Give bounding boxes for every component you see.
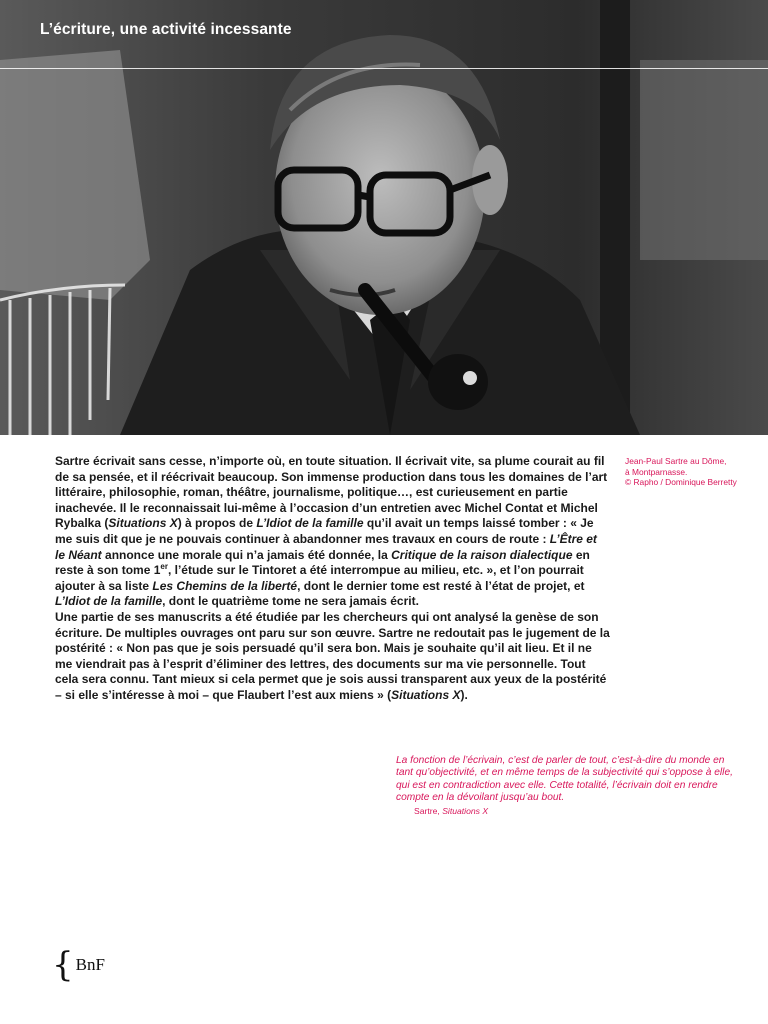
bnf-logo [52,946,105,984]
paragraph-2: Une partie de ses manuscrits a été étudiée par les chercheurs qui ont analysé la genèse de son écriture. De multiples ouvrages ont paru sur son œuvre. Sartre ne redoutait pas le jugement de la postérité : « Non pas que je sois persuadé qu’il sera bon. Mais je souhaite qu’il ait lieu. Et il ne me viendrait pas à l’esprit d’éliminer des lettres, des documents sur ma vie personnelle. Tout cela sera connu. Tant mieux si cela permet que je sois aussi transparent aux yeux de la postérité – si elle s’intéresse à moi – que Flaubert l’est aux miens » (Situations X). [55,609,610,702]
portrait-photo [0,0,768,435]
header-divider [0,68,768,69]
page-title: L’écriture, une activité incessante [40,21,292,38]
paragraph-1: Sartre écrivait sans cesse, n’importe où, en toute situation. Il écrivait vite, sa plume courait au fil de sa pensée, et il réécrivait beaucoup. Son immense production dans tous les domaines de l’art littéraire, philosophie, roman, théâtre, journalisme, politique…, est curieusement en partie inachevée. Il le reconnaissait lui-même à l’occasion d’un entretien avec Michel Contat et Michel Rybalka (Situations X) à propos de L’Idiot de la famille qu’il avait un temps laissé tomber : « Je me suis dit que je ne pouvais continuer à abandonner mes travaux en cours de route : L’Être et le Néant annonce une morale qui n’a jamais été donnée, la Critique de la raison dialectique en reste à son tome 1er, l’étude sur le Tintoret a été interrompue au milieu, etc. », et l’on pourrait ajouter à sa liste Les Chemins de la liberté, dont le dernier tome est resté à l’état de projet, et L’Idiot de la famille, dont le quatrième tome ne sera jamais écrit. [55,454,608,609]
pull-quote: La fonction de l’écrivain, c’est de parler de tout, c’est-à-dire du monde en tant qu’objectivité, et en même temps de la subjectivité qui s’oppose à elle, qui est en contradiction avec elle. Cette totalité, l’écrivain doit en rendre compte en la dévoilant jusqu’au bout. [396,755,733,804]
article-body [55,454,610,704]
photo-caption: Jean-Paul Sartre au Dôme, à Montparnasse. © Rapho / Dominique Berretty [625,456,737,488]
logo-text: BnF [75,955,105,974]
logo-brace: { [52,945,74,985]
portrait-illustration [0,0,768,435]
quote-attribution: Sartre, Situations X [414,806,489,816]
